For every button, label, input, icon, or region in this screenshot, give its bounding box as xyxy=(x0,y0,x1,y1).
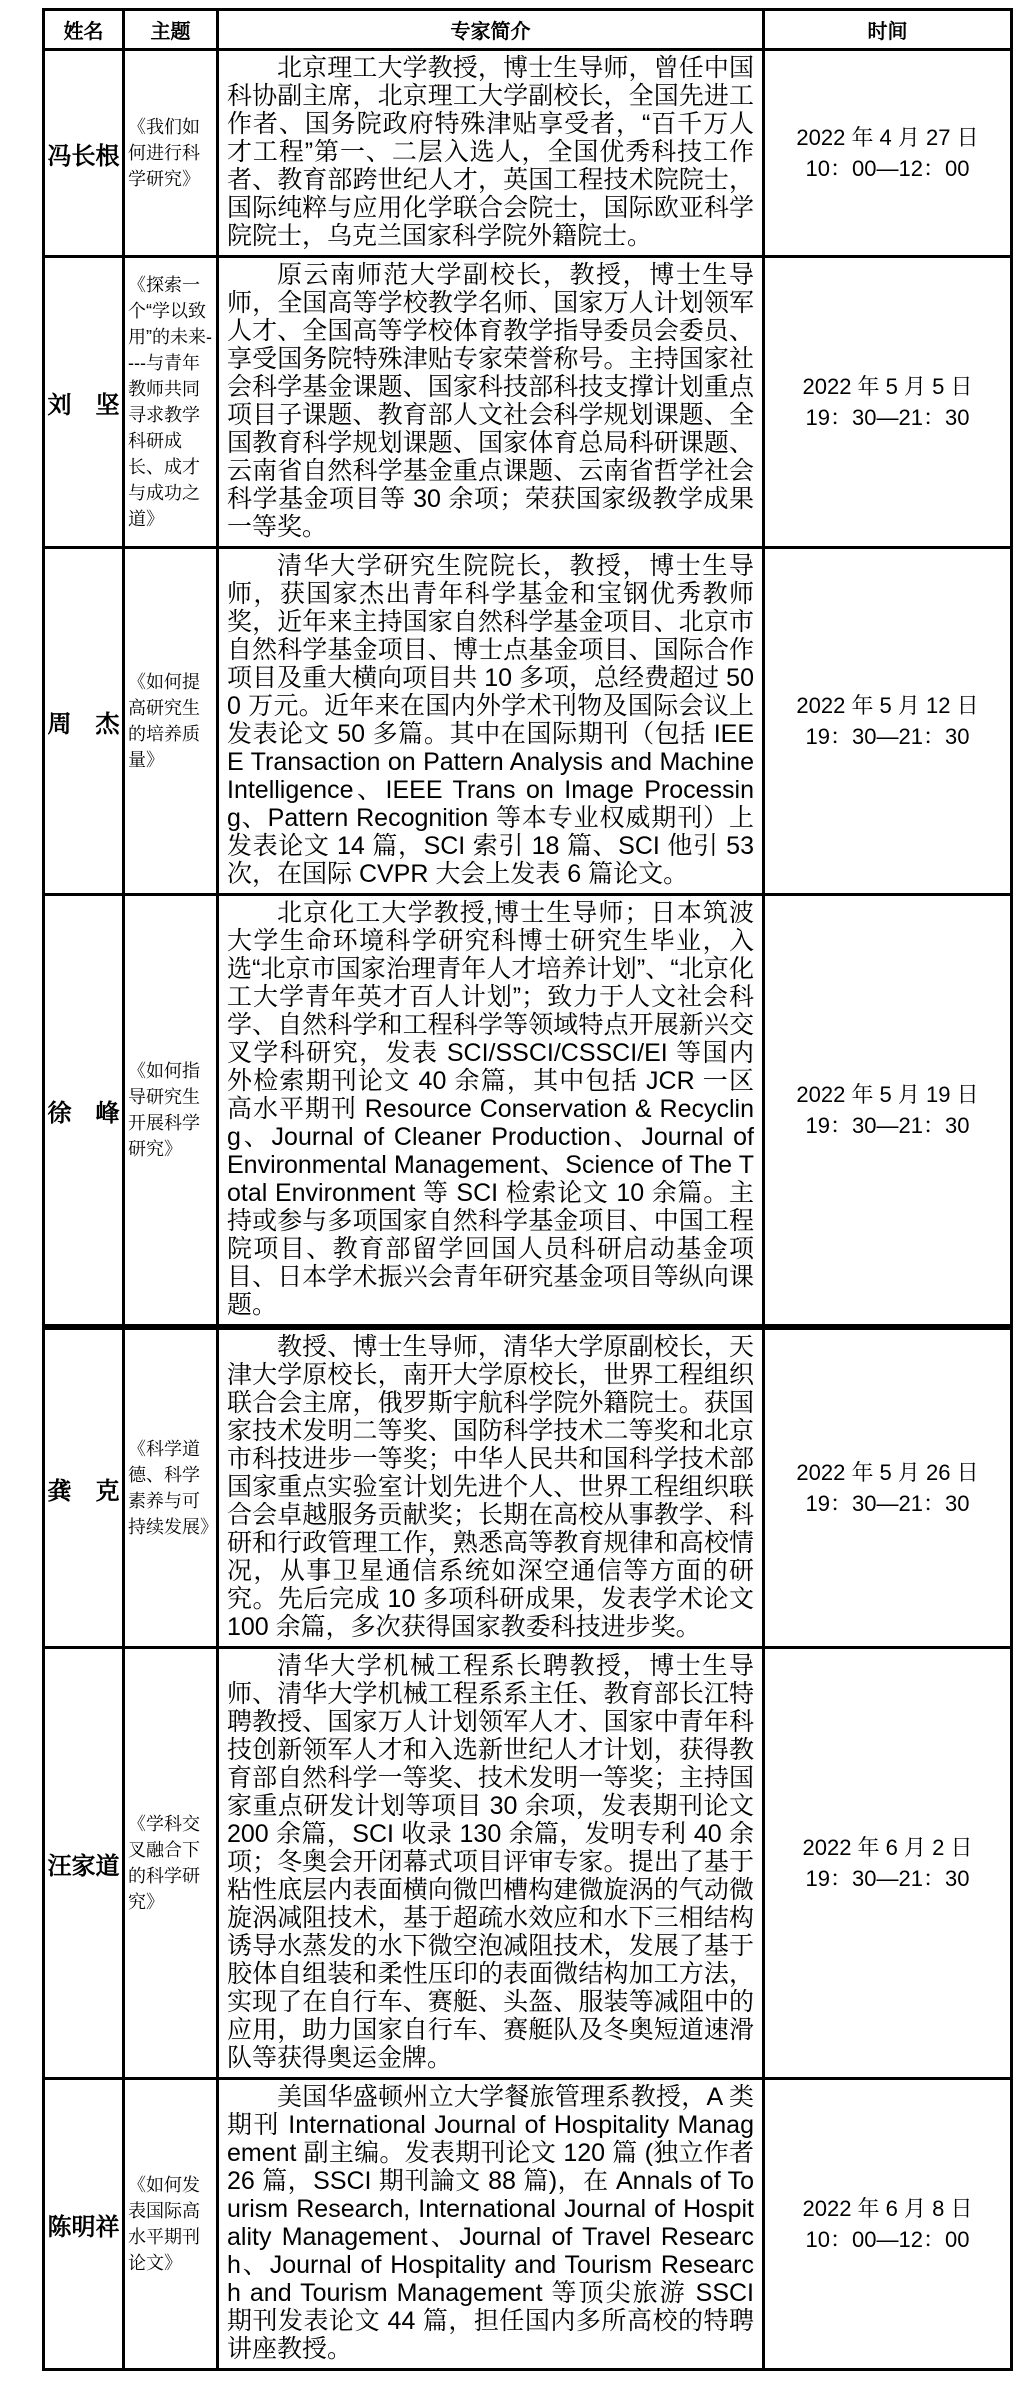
expert-bio-text: 原云南师范大学副校长，教授，博士生导师，全国高等学校教学名师、国家万人计划领军人才、全国高等学校体育教学指导委员会委员、享受国务院特殊津贴专家荣誉称号。主持国家社会科学基金课题、国家科技部科技支撑计划重点项目子课题、教育部人文社会科学规划课题、全国教育科学规划课题、国家体育总局科研课题、云南省自然科学基金重点课题、云南省哲学社会科学基金项目等 30 余项；荣获国家级教学成果一等奖。 xyxy=(227,261,754,541)
lecture-hours: 19：30—21：30 xyxy=(805,1491,970,1516)
lecture-date: 2022 年 4 月 27 日 xyxy=(796,125,979,150)
lecture-topic: 《探索一个“学以致用”的未来----与青年教师共同寻求教学科研成长、成才与成功之道》 xyxy=(124,257,218,548)
expert-bio-cell xyxy=(218,50,764,257)
column-header-time: 时间 xyxy=(764,10,1012,50)
expert-bio-cell xyxy=(218,1327,764,1648)
column-header-name: 姓名 xyxy=(44,10,124,50)
lecture-hours: 10：00—12：00 xyxy=(805,2227,970,2252)
expert-bio-text: 北京理工大学教授，博士生导师，曾任中国科协副主席，北京理工大学副校长，全国先进工作者、国务院政府特殊津贴享受者，“百千万人才工程”第一、二层入选人，全国优秀科技工作者、教育部跨世纪人才，英国工程技术院院士，国际纯粹与应用化学联合会院士，国际欧亚科学院院士，乌克兰国家科学院外籍院士。 xyxy=(227,54,754,250)
table-row-chen-mingxiang xyxy=(44,2079,1012,2370)
expert-bio-cell xyxy=(218,2079,764,2370)
lecture-topic: 《如何发表国际高水平期刊论文》 xyxy=(124,2079,218,2370)
expert-bio-text: 美国华盛顿州立大学餐旅管理系教授，A 类期刊 International Journal of Hospitality Management 副主编。发表期刊论文 120 篇 (独立作者 26 篇，SSCI 期刊論文 88 篇)，在 Annals of Tourism Research, International Journal of Hospitality Management、Journal of Travel Research、Journal of Hospitality and Tourism Research and Tourism Management 等顶尖旅游 SSCI 期刊发表论文 44 篇，担任国内多所高校的特聘讲座教授。 xyxy=(227,2083,754,2363)
expert-bio-cell xyxy=(218,548,764,895)
expert-bio-text: 北京化工大学教授,博士生导师；日本筑波大学生命环境科学研究科博士研究生毕业，入选“北京市国家治理青年人才培养计划”、“北京化工大学青年英才百人计划”；致力于人文社会科学、自然科学和工程科学等领域特点开展新兴交叉学科研究，发表 SCI/SSCI/CSSCI/EI 等国内外检索期刊论文 40 余篇，其中包括 JCR 一区高水平期刊 Resource Conservation & Recycling、Journal of Cleaner Production、Journal of Environmental Management、Science of The Total Environment 等 SCI 检索论文 10 余篇。主持或参与多项国家自然科学基金项目、中国工程院项目、教育部留学回国人员科研启动基金项目、日本学术振兴会青年研究基金项目等纵向课题。 xyxy=(227,899,754,1319)
expert-bio-text: 教授、博士生导师，清华大学原副校长，天津大学原校长，南开大学原校长，世界工程组织联合会主席，俄罗斯宇航科学院外籍院士。获国家技术发明二等奖、国防科学技术二等奖和北京市科技进步一等奖；中华人民共和国科学技术部国家重点实验室计划先进个人、世界工程组织联合会卓越服务贡献奖；长期在高校从事教学、科研和行政管理工作，熟悉高等教育规律和高校情况，从事卫星通信系统如深空通信等方面的研究。先后完成 10 多项科研成果，发表学术论文 100 余篇，多次获得国家教委科技进步奖。 xyxy=(227,1333,754,1641)
lecture-topic: 《如何提高研究生的培养质量》 xyxy=(124,548,218,895)
lecture-time-cell xyxy=(764,1327,1012,1648)
lecture-topic: 《科学道德、科学素养与可持续发展》 xyxy=(124,1327,218,1648)
lecture-time-cell xyxy=(764,257,1012,548)
lecture-time-cell xyxy=(764,548,1012,895)
table-row-zhou-jie xyxy=(44,548,1012,895)
table-row-wang-jiadao xyxy=(44,1648,1012,2079)
lecture-time-cell xyxy=(764,1648,1012,2079)
speaker-name: 刘 坚 xyxy=(44,257,124,548)
expert-bio-cell xyxy=(218,1648,764,2079)
lecture-date: 2022 年 5 月 19 日 xyxy=(796,1082,979,1107)
lecture-hours: 19：30—21：30 xyxy=(805,1113,970,1138)
header-row xyxy=(44,10,1012,50)
table-row-xu-feng xyxy=(44,895,1012,1328)
lecture-hours: 19：30—21：30 xyxy=(805,405,970,430)
lecture-time-cell xyxy=(764,895,1012,1328)
lecture-date: 2022 年 5 月 12 日 xyxy=(796,693,979,718)
column-header-bio: 专家简介 xyxy=(218,10,764,50)
expert-bio-cell xyxy=(218,257,764,548)
speaker-name: 龚 克 xyxy=(44,1327,124,1648)
expert-bio-text: 清华大学研究生院院长，教授，博士生导师，获国家杰出青年科学基金和宝钢优秀教师奖，近年来主持国家自然科学基金项目、北京市自然科学基金项目、博士点基金项目、国际合作项目及重大横向项目共 10 多项，总经费超过 500 万元。近年来在国内外学术刊物及国际会议上发表论文 50 多篇。其中在国际期刊（包括 IEEE Transaction on Pattern Analysis and Machine Intelligence、IEEE Trans on Image Processing、Pattern Recognition 等本专业权威期刊）上发表论文 14 篇，SCI 索引 18 篇、SCI 他引 53 次，在国际 CVPR 大会上发表 6 篇论文。 xyxy=(227,552,754,888)
speaker-name: 陈明祥 xyxy=(44,2079,124,2370)
column-header-topic: 主题 xyxy=(124,10,218,50)
table-row-gong-ke xyxy=(44,1327,1012,1648)
expert-bio-cell xyxy=(218,895,764,1328)
lecture-topic: 《学科交叉融合下的科学研究》 xyxy=(124,1648,218,2079)
lecture-date: 2022 年 6 月 8 日 xyxy=(802,2196,973,2221)
speaker-name: 冯长根 xyxy=(44,50,124,257)
speaker-name: 汪家道 xyxy=(44,1648,124,2079)
expert-bio-text: 清华大学机械工程系长聘教授，博士生导师、清华大学机械工程系系主任、教育部长江特聘教授、国家万人计划领军人才、国家中青年科技创新领军人才和入选新世纪人才计划，获得教育部自然科学一等奖、技术发明一等奖；主持国家重点研发计划等项目 30 余项，发表期刊论文 200 余篇，SCI 收录 130 余篇，发明专利 40 余项；冬奥会开闭幕式项目评审专家。提出了基于粘性底层内表面横向微凹槽构建微旋涡的气动微旋涡减阻技术，基于超疏水效应和水下三相结构诱导水蒸发的水下微空泡减阻技术，发展了基于胶体自组装和柔性压印的表面微结构加工方法，实现了在自行车、赛艇、头盔、服装等减阻中的应用，助力国家自行车、赛艇队及冬奥短道速滑队等获得奥运金牌。 xyxy=(227,1652,754,2072)
speaker-name: 徐 峰 xyxy=(44,895,124,1328)
lecture-topic: 《如何指导研究生开展科学研究》 xyxy=(124,895,218,1328)
lecture-date: 2022 年 6 月 2 日 xyxy=(802,1835,973,1860)
table-row-liu-jian xyxy=(44,257,1012,548)
lecture-time-cell xyxy=(764,50,1012,257)
lecture-date: 2022 年 5 月 5 日 xyxy=(802,374,973,399)
lecture-hours: 10：00—12：00 xyxy=(805,156,970,181)
table-row-feng-changgen xyxy=(44,50,1012,257)
speaker-name: 周 杰 xyxy=(44,548,124,895)
lecture-time-cell xyxy=(764,2079,1012,2370)
lecture-date: 2022 年 5 月 26 日 xyxy=(796,1460,979,1485)
lecture-topic: 《我们如何进行科学研究》 xyxy=(124,50,218,257)
lecture-hours: 19：30—21：30 xyxy=(805,1866,970,1891)
lecture-schedule-table xyxy=(42,8,1013,2371)
lecture-hours: 19：30—21：30 xyxy=(805,724,970,749)
